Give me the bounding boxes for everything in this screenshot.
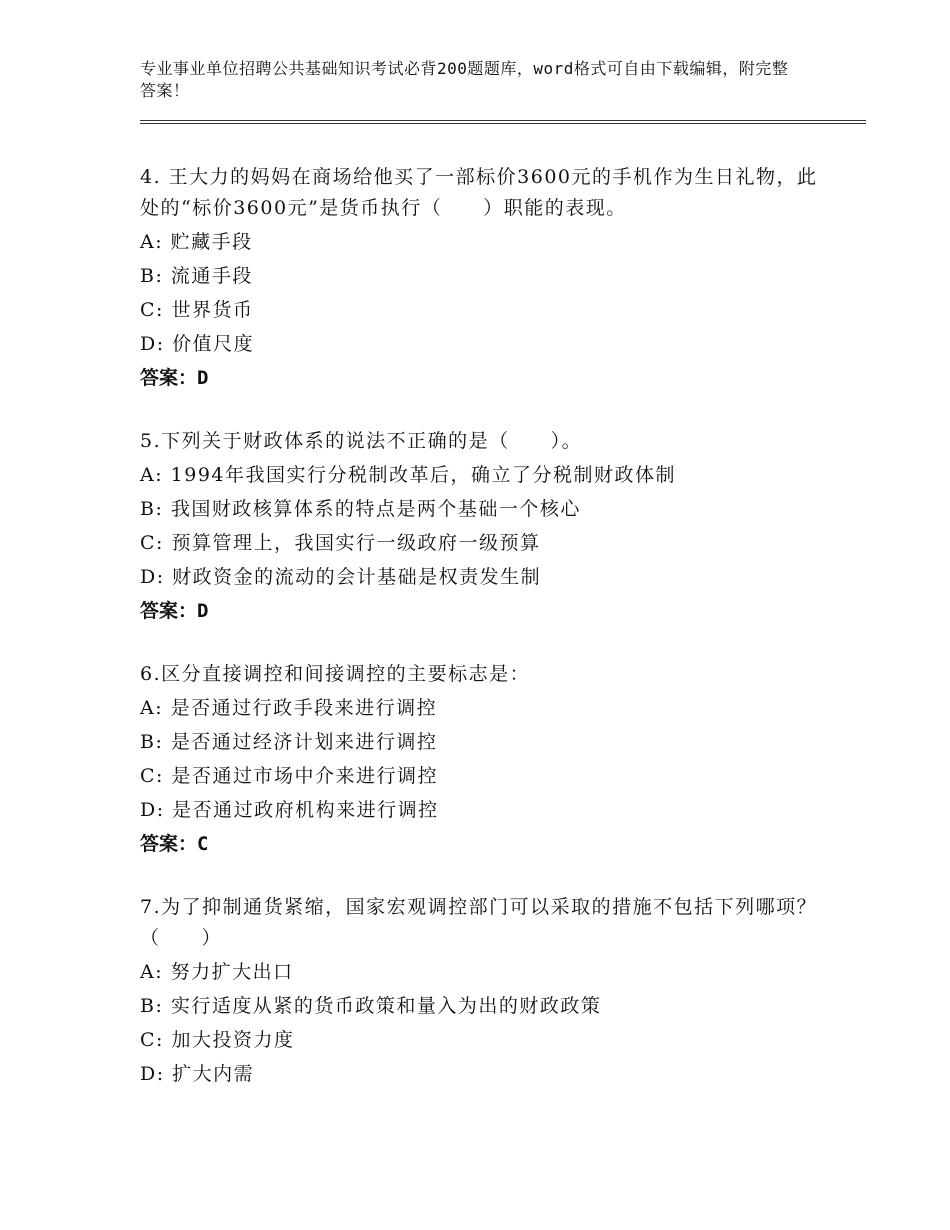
option-c: C: 世界货币: [140, 299, 254, 321]
question-list: [140, 162, 820, 1122]
option-a: A: 是否通过行政手段来进行调控: [140, 697, 438, 719]
option-b: B: 我国财政核算体系的特点是两个基础一个核心: [140, 498, 581, 520]
answer-label: 答案：D: [140, 367, 209, 389]
option-b: B: 流通手段: [140, 265, 253, 287]
option-a: A: 努力扩大出口: [140, 961, 294, 983]
question-stem: 4. 王大力的妈妈在商场给他买了一部标价3600元的手机作为生日礼物，此处的“标价3600元”是货币执行（ ）职能的表现。: [140, 166, 818, 219]
header-divider: [140, 120, 866, 124]
question-stem: 5.下列关于财政体系的说法不正确的是（ ）。: [140, 430, 583, 452]
question-item: [140, 892, 820, 1090]
option-d: D: 价值尺度: [140, 333, 255, 355]
question-item: [140, 162, 820, 394]
option-d: D: 财政资金的流动的会计基础是权责发生制: [140, 566, 542, 588]
question-stem: 6.区分直接调控和间接调控的主要标志是：: [140, 663, 531, 685]
question-stem: 7.为了抑制通货紧缩，国家宏观调控部门可以采取的措施不包括下列哪项？（ ）: [140, 896, 818, 949]
option-c: C: 是否通过市场中介来进行调控: [140, 765, 438, 787]
option-a: A: 贮藏手段: [140, 231, 253, 253]
document-header: 专业事业单位招聘公共基础知识考试必背200题题库，word格式可自由下载编辑，附完整答案！: [140, 59, 789, 100]
option-b: B: 实行适度从紧的货币政策和量入为出的财政政策: [140, 995, 602, 1017]
option-c: C: 预算管理上，我国实行一级政府一级预算: [140, 532, 541, 554]
option-b: B: 是否通过经济计划来进行调控: [140, 731, 438, 753]
option-a: A: 1994年我国实行分税制改革后，确立了分税制财政体制: [140, 464, 677, 486]
question-item: [140, 426, 820, 627]
option-d: D: 扩大内需: [140, 1063, 255, 1085]
option-c: C: 加大投资力度: [140, 1029, 295, 1051]
question-item: [140, 659, 820, 860]
answer-label: 答案：D: [140, 600, 209, 622]
option-d: D: 是否通过政府机构来进行调控: [140, 799, 439, 821]
answer-label: 答案：C: [140, 833, 209, 855]
